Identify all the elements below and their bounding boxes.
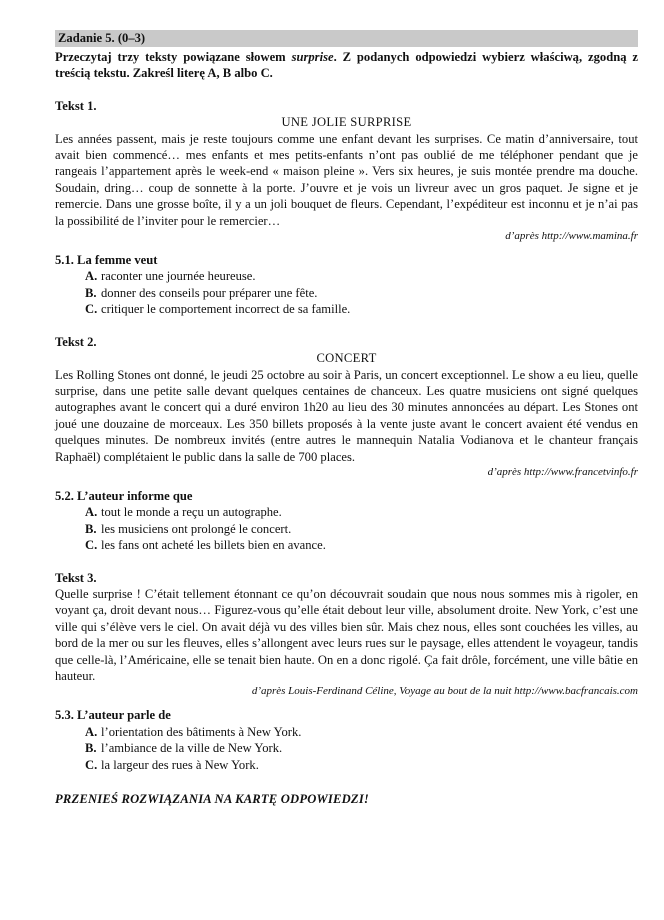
option-text: tout le monde a reçu un autographe. [101,505,282,520]
text-body: Les années passent, mais je reste toujours comme une enfant devant les surprises. Ce matin d’anniversaire, tout avait bien commencé… mes enfants et mes petits-enfants n’ont pas oublié de me téléphoner pendant que je rangeais l’appartement après le week-end « maison pleine ». Vers six heures, je suis montée prendre ma douche. Soudain, dring… coup de sonnette à la porte. J’ouvre et je vois un livreur avec un gros paquet. Je signe et je remercie. Dans une grosse boîte, il y a un joli bouquet de fleurs. Cependant, l’expéditeur est inconnu et je n’ai pas la possibilité de l’inviter pour le remercier… [55,131,638,228]
text-source: d’après Louis-Ferdinand Céline, Voyage au bout de la nuit http://www.bacfrancais.com [251,685,638,698]
option-letter: B. [85,521,97,536]
instruction-keyword: surprise [291,50,334,64]
task-header: Zadanie 5. (0–3) [55,30,638,47]
answer-option-a[interactable] [85,268,638,284]
answer-option-c[interactable] [85,757,638,773]
text-body: Quelle surprise ! C’était tellement étonnant ce qu’on découvrait soudain que nous nous sommes mis à rigoler, en voyant ça, droit devant nous… Figurez-vous qu’elle était debout leur ville, absolument droite. New York, c’est une ville qui s’élève vers le ciel. On avait déjà vu des villes bien sûr. Mais chez nous, elles sont couchées les villes, au bord de la mer ou sur les fleuves, elles s’allongent avec leurs rues sur le paysage, elles attendent le voyageur, tandis que celle-là, l’Américaine, elle se tenait bien haute. On en a donc rigolé. Ça fait drôle, forcément, une ville bâtie en hauteur. [55,586,638,683]
instruction-after: . Z podanych odpowiedzi wybierz właściwą, zgodną z treścią tekstu. Zakreśl literę A, B albo C. [55,50,639,81]
answer-option-a[interactable] [85,724,638,740]
answer-option-a[interactable] [85,504,638,520]
text-label: Tekst 3. [55,570,97,585]
option-letter: A. [85,724,98,739]
spacer [55,318,638,334]
task-instruction [55,49,638,82]
answer-options [85,504,638,553]
text-label: Tekst 1. [55,98,97,113]
text-title: UNE JOLIE SURPRISE [281,115,412,130]
option-text: la largeur des rues à New York. [101,757,259,772]
option-letter: A. [85,505,98,520]
instruction-before: Przeczytaj trzy teksty powiązane słowem [55,50,292,64]
option-text: l’ambiance de la ville de New York. [101,741,283,756]
answer-option-c[interactable] [85,537,638,553]
option-text: critiquer le comportement incorrect de sa famille. [101,302,351,317]
text-source: d’après http://www.mamina.fr [505,230,638,243]
text-label: Tekst 2. [55,334,97,349]
answer-option-b[interactable] [85,285,638,301]
text-body: Les Rolling Stones ont donné, le jeudi 25 octobre au soir à Paris, un concert exceptionnel. Le show a eu lieu, quelle surprise, dans une petite salle devant quelques centaines de chanceux. Les quatre musiciens ont signé quelques autographes avant le concert qui a duré environ 1h20 au lieu des 30 minutes annoncées au départ. Les Stones ont joué une douzaine de morceaux. Les 350 billets proposés à la vente juste avant le concert avaient été vendus en quelques minutes. De nombreux invités (entre autres le mannequin Natalia Vodianova et le chanteur français Raphaël) complétaient le public dans la salle de 700 places. [55,367,638,464]
option-text: les fans ont acheté les billets bien en avance. [101,538,326,553]
answer-options [85,268,638,317]
text-block-3 [55,570,638,773]
option-letter: A. [85,269,98,284]
option-letter: B. [85,285,97,300]
option-letter: C. [85,538,98,553]
answer-options [85,724,638,773]
text-source: d’après http://www.francetvinfo.fr [487,465,638,478]
text-block-2 [55,334,638,554]
option-text: l’orientation des bâtiments à New York. [101,724,302,739]
option-letter: C. [85,302,98,317]
spacer [55,554,638,570]
question-stem: 5.2. L’auteur informe que [55,488,193,503]
option-letter: C. [85,757,98,772]
option-text: donner des conseils pour préparer une fête. [101,285,318,300]
option-letter: B. [85,741,97,756]
option-text: les musiciens ont prolongé le concert. [101,521,292,536]
answer-option-c[interactable] [85,301,638,317]
question-stem: 5.1. La femme veut [55,253,158,268]
text-title: CONCERT [316,351,377,366]
option-text: raconter une journée heureuse. [101,269,256,284]
question-stem: 5.3. L’auteur parle de [55,708,171,723]
answer-option-b[interactable] [85,740,638,756]
text-block-1 [55,98,638,318]
answer-option-b[interactable] [85,521,638,537]
answer-sheet-note: PRZENIEŚ ROZWIĄZANIA NA KARTĘ ODPOWIEDZI! [55,792,370,807]
